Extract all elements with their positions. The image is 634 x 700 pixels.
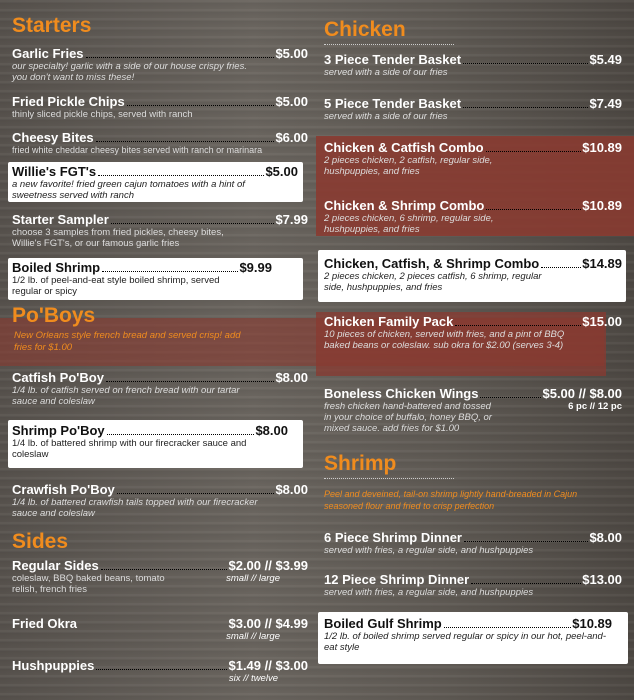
sides-header: Sides — [12, 530, 69, 553]
item-description: 1/2 lb. of boiled shrimp served regular or spicy in our hot, peel-and-eat style — [324, 631, 606, 653]
shrimp-divider — [324, 478, 454, 479]
menu-item-fried-okra[interactable] — [12, 616, 308, 642]
item-name: Crawfish Po'Boy — [12, 482, 115, 497]
item-price: $15.00 — [582, 314, 622, 329]
menu-item-cheesy-bites[interactable] — [12, 130, 308, 156]
menu-item-3-piece-tender[interactable] — [324, 52, 622, 78]
menu-item-fried-pickle-chips[interactable] — [12, 94, 308, 120]
item-name: Willie's FGT's — [12, 164, 97, 179]
item-price: $10.89 — [572, 616, 612, 631]
item-description: fresh chicken hand-battered and tossed in your choice of buffalo, honey BBQ, or mixed sauce. add fries for $1.00 — [324, 401, 492, 434]
poboys-header: Po'Boys — [12, 304, 96, 327]
item-description: thinly sliced pickle chips, served with ranch — [12, 109, 193, 120]
size-label: six // twelve — [228, 673, 278, 684]
item-price: $8.00 — [275, 482, 308, 497]
chicken-header: Chicken — [324, 18, 406, 41]
item-description: served with a side of our fries — [324, 111, 448, 122]
item-name: Garlic Fries — [12, 46, 84, 61]
item-name: Boiled Shrimp — [12, 260, 101, 275]
item-name: Chicken & Catfish Combo — [324, 140, 484, 155]
size-label: 6 pc // 12 pc — [568, 401, 622, 412]
item-price: $5.00 — [275, 46, 308, 61]
item-name: Fried Okra — [12, 616, 78, 631]
menu-item-chicken-catfish-combo[interactable] — [324, 140, 622, 177]
item-price: $10.89 — [582, 198, 622, 213]
item-price: $5.00 — [265, 164, 298, 179]
menu-item-regular-sides[interactable] — [12, 558, 308, 595]
item-description: 2 pieces chicken, 2 catfish, regular side, hushpuppies, and fries — [324, 155, 493, 177]
menu-item-garlic-fries[interactable] — [12, 46, 308, 83]
item-description: served with fries, a regular side, and hushpuppies — [324, 587, 534, 598]
item-description: served with fries, a regular side, and hushpuppies — [324, 545, 534, 556]
item-price: $2.00 // $3.99 — [228, 558, 308, 573]
menu-item-boneless-chicken-wings[interactable] — [324, 386, 622, 434]
menu-item-crawfish-poboy[interactable] — [12, 482, 308, 519]
item-price: $3.00 // $4.99 — [228, 616, 308, 631]
poboys-intro: New Orleans style french bread and served crisp! add fries for $1.00 — [14, 330, 241, 353]
item-description: 1/4 lb. of battered crawfish tails topped with our firecracker sauce and coleslaw — [12, 497, 258, 519]
item-description: 2 pieces chicken, 2 pieces catfish, 6 shrimp, regular side, hushpuppies, and fries — [324, 271, 542, 293]
item-price: $1.49 // $3.00 — [228, 658, 308, 673]
item-price: $5.00 // $8.00 — [542, 386, 622, 401]
item-description: choose 3 samples from fried pickles, cheesy bites, Willie's FGT's, or our famous garlic fries — [12, 227, 224, 249]
item-price: $8.00 — [275, 370, 308, 385]
size-label: small // large — [226, 573, 280, 584]
item-description: 1/2 lb. of peel-and-eat style boiled shrimp, served regular or spicy — [12, 275, 220, 297]
menu-item-chicken-family-pack[interactable] — [324, 314, 622, 351]
item-name: 6 Piece Shrimp Dinner — [324, 530, 462, 545]
item-name: Boneless Chicken Wings — [324, 386, 479, 401]
item-name: Cheesy Bites — [12, 130, 94, 145]
menu-item-catfish-poboy[interactable] — [12, 370, 308, 407]
size-label: small // large — [226, 631, 280, 642]
item-name: Catfish Po'Boy — [12, 370, 104, 385]
item-price: $10.89 — [582, 140, 622, 155]
shrimp-header: Shrimp — [324, 452, 397, 475]
item-description: coleslaw, BBQ baked beans, tomato relish, french fries — [12, 573, 165, 595]
item-name: Chicken & Shrimp Combo — [324, 198, 485, 213]
item-name: 5 Piece Tender Basket — [324, 96, 462, 111]
menu-item-6-piece-shrimp-dinner[interactable] — [324, 530, 622, 556]
item-description: 1/4 lb. of catfish served on french bread with our tartar sauce and coleslaw — [12, 385, 240, 407]
menu-item-shrimp-poboy[interactable] — [12, 423, 288, 460]
item-description: 2 pieces chicken, 6 shrimp, regular side, hushpuppies, and fries — [324, 213, 494, 235]
starters-header: Starters — [12, 14, 92, 37]
item-description: 10 pieces of chicken, served with fries, and a pint of BBQ baked beans or coleslaw. sub okra for $2.00 (serves 3-4) — [324, 329, 565, 351]
menu-item-willies-fgts[interactable] — [12, 164, 298, 201]
item-name: Chicken Family Pack — [324, 314, 454, 329]
item-description: our specialty! garlic with a side of our house crispy fries. you don't want to miss these! — [12, 61, 247, 83]
item-name: 3 Piece Tender Basket — [324, 52, 462, 67]
menu-item-boiled-gulf-shrimp[interactable] — [324, 616, 612, 653]
item-name: 12 Piece Shrimp Dinner — [324, 572, 470, 587]
item-name: Starter Sampler — [12, 212, 109, 227]
item-description: fried white cheddar cheesy bites served with ranch or marinara — [12, 145, 263, 155]
item-name: Boiled Gulf Shrimp — [324, 616, 442, 631]
item-name: Regular Sides — [12, 558, 99, 573]
item-description: 1/4 lb. of battered shrimp with our firecracker sauce and coleslaw — [12, 438, 247, 460]
chicken-divider — [324, 44, 454, 45]
item-price: $7.99 — [275, 212, 308, 227]
item-description: a new favorite! fried green cajun tomatoes with a hint of sweetness served with ranch — [12, 179, 245, 201]
item-name: Shrimp Po'Boy — [12, 423, 105, 438]
item-price: $5.00 — [275, 94, 308, 109]
menu-item-chicken-catfish-shrimp-combo[interactable] — [324, 256, 622, 293]
menu-item-hushpuppies[interactable] — [12, 658, 308, 684]
item-price: $8.00 — [589, 530, 622, 545]
item-price: $5.49 — [589, 52, 622, 67]
shrimp-intro: Peel and deveined, tail-on shrimp lightly hand-breaded in Cajun seasoned flour and fried to crisp perfection — [324, 489, 578, 511]
item-price: $6.00 — [275, 130, 308, 145]
menu-item-5-piece-tender[interactable] — [324, 96, 622, 122]
item-price: $7.49 — [589, 96, 622, 111]
item-price: $8.00 — [255, 423, 288, 438]
item-name: Chicken, Catfish, & Shrimp Combo — [324, 256, 540, 271]
menu-item-chicken-shrimp-combo[interactable] — [324, 198, 622, 235]
menu-item-12-piece-shrimp-dinner[interactable] — [324, 572, 622, 598]
item-description: served with a side of our fries — [324, 67, 448, 78]
item-price: $13.00 — [582, 572, 622, 587]
item-price: $14.89 — [582, 256, 622, 271]
item-name: Hushpuppies — [12, 658, 95, 673]
item-name: Fried Pickle Chips — [12, 94, 125, 109]
item-price: $9.99 — [239, 260, 272, 275]
menu-item-starter-sampler[interactable] — [12, 212, 308, 249]
menu-item-boiled-shrimp[interactable] — [12, 260, 272, 297]
